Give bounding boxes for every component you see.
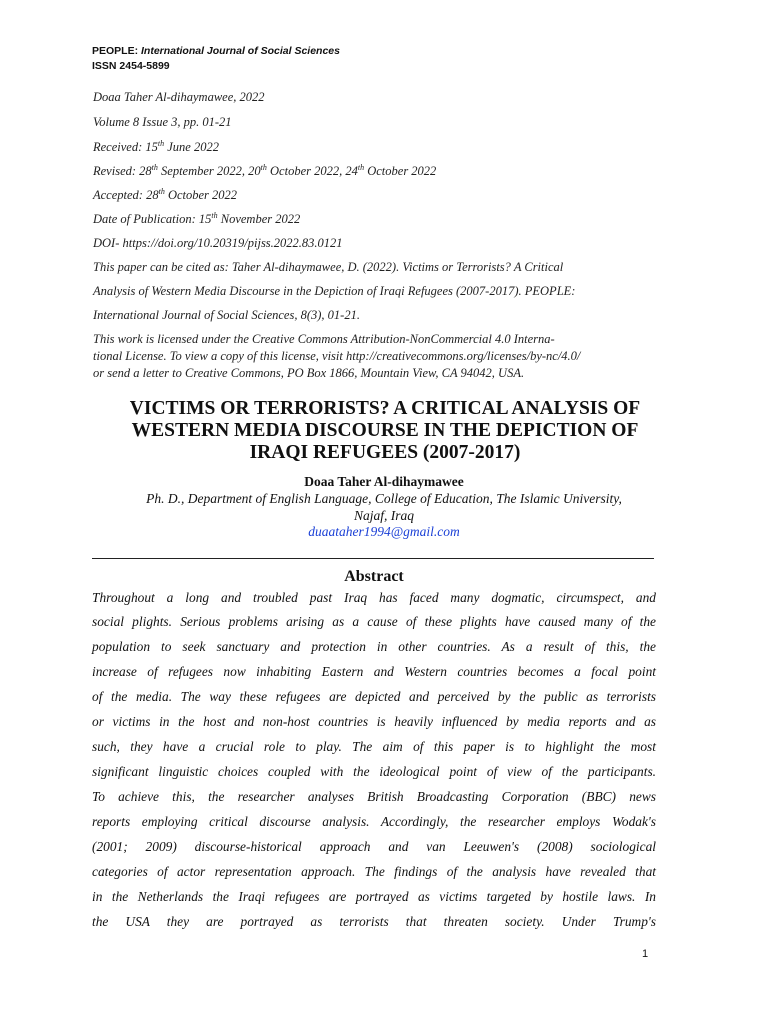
received-date: Received: 15th June 2022 xyxy=(93,139,219,155)
license-line: This work is licensed under the Creative Commons Attribution-NonCommercial 4.0 Interna- xyxy=(93,332,555,346)
doi-link[interactable]: DOI- https://doi.org/10.20319/pijss.2022.83.0121 xyxy=(93,236,343,250)
abstract-line: in the Netherlands the Iraqi refugees are portrayed as victims targeted by hostile laws. In xyxy=(92,889,656,904)
license-line: or send a letter to Creative Commons, PO Box 1866, Mountain View, CA 94042, USA. xyxy=(93,366,525,380)
abstract-heading: Abstract xyxy=(344,568,404,585)
journal-name-bold: PEOPLE: xyxy=(92,45,139,57)
affiliation-line: Najaf, Iraq xyxy=(353,508,414,523)
accepted-date: Accepted: 28th October 2022 xyxy=(93,187,238,203)
citation-line: Analysis of Western Media Discourse in the Depiction of Iraqi Refugees (2007-2017). PEOPLE: xyxy=(93,284,576,298)
citation-line: This paper can be cited as: Taher Al-dihaymawee, D. (2022). Victims or Terrorists? A Critical xyxy=(93,260,564,274)
title-line: IRAQI REFUGEES (2007-2017) xyxy=(249,442,521,463)
title-line: VICTIMS OR TERRORISTS? A CRITICAL ANALYSIS OF xyxy=(129,398,641,419)
journal-name-rest: International Journal of Social Sciences xyxy=(138,45,340,57)
citation-line: International Journal of Social Sciences, 8(3), 01-21. xyxy=(93,308,360,322)
abstract-line: social plights. Serious problems arising as a cause of these plights have caused many of the xyxy=(92,614,656,629)
abstract-line: such, they have a crucial role to play. The aim of this paper is to highlight the most xyxy=(92,739,656,754)
journal-name xyxy=(92,44,340,59)
publication-date: Date of Publication: 15th November 2022 xyxy=(93,211,301,227)
abstract-line: of the media. The way these refugees are depicted and perceived by the public as terrorists xyxy=(92,689,656,704)
page-number: 1 xyxy=(642,948,649,960)
paper-title xyxy=(90,398,680,464)
section-divider xyxy=(92,558,654,559)
abstract-line: the USA they are portrayed as terrorists that threaten society. Under Trump's xyxy=(92,914,656,929)
title-line: WESTERN MEDIA DISCOURSE IN THE DEPICTION OF xyxy=(131,420,639,441)
author-name: Doaa Taher Al-dihaymawee xyxy=(304,474,464,489)
journal-header xyxy=(92,44,340,74)
revised-date: Revised: 28th September 2022, 20th October 2022, 24th October 2022 xyxy=(93,163,437,179)
author-email-link[interactable]: duaataher1994@gmail.com xyxy=(308,524,460,539)
abstract-line: (2001; 2009) discourse-historical approach and van Leeuwen's (2008) sociological xyxy=(92,839,656,854)
abstract-line: or victims in the host and non-host countries is heavily influenced by media reports and as xyxy=(92,714,656,729)
author-year: Doaa Taher Al-dihaymawee, 2022 xyxy=(93,90,265,104)
volume-info: Volume 8 Issue 3, pp. 01-21 xyxy=(93,115,232,129)
abstract-line: Throughout a long and troubled past Iraq has faced many dogmatic, circumspect, and xyxy=(92,590,656,605)
abstract-line: increase of refugees now inhabiting Eastern and Western countries becomes a focal point xyxy=(92,664,656,679)
journal-issn: ISSN 2454-5899 xyxy=(92,60,170,72)
license-line: tional License. To view a copy of this license, visit http://creativecommons.org/licenses/by-nc/4.0/ xyxy=(93,349,581,363)
abstract-line: To achieve this, the researcher analyses British Broadcasting Corporation (BBC) news xyxy=(92,789,656,804)
abstract-line: reports employing critical discourse analysis. Accordingly, the researcher employs Wodak's xyxy=(92,814,656,829)
abstract-line: categories of actor representation approach. The findings of the analysis have revealed that xyxy=(92,864,656,879)
affiliation-line: Ph. D., Department of English Language, College of Education, The Islamic University, xyxy=(146,491,622,506)
author-affiliation xyxy=(92,490,676,524)
abstract-line: significant linguistic choices coupled with the ideological point of view of the participants. xyxy=(92,764,656,779)
abstract-line: population to seek sanctuary and protection in other countries. As a result of this, the xyxy=(92,639,656,654)
